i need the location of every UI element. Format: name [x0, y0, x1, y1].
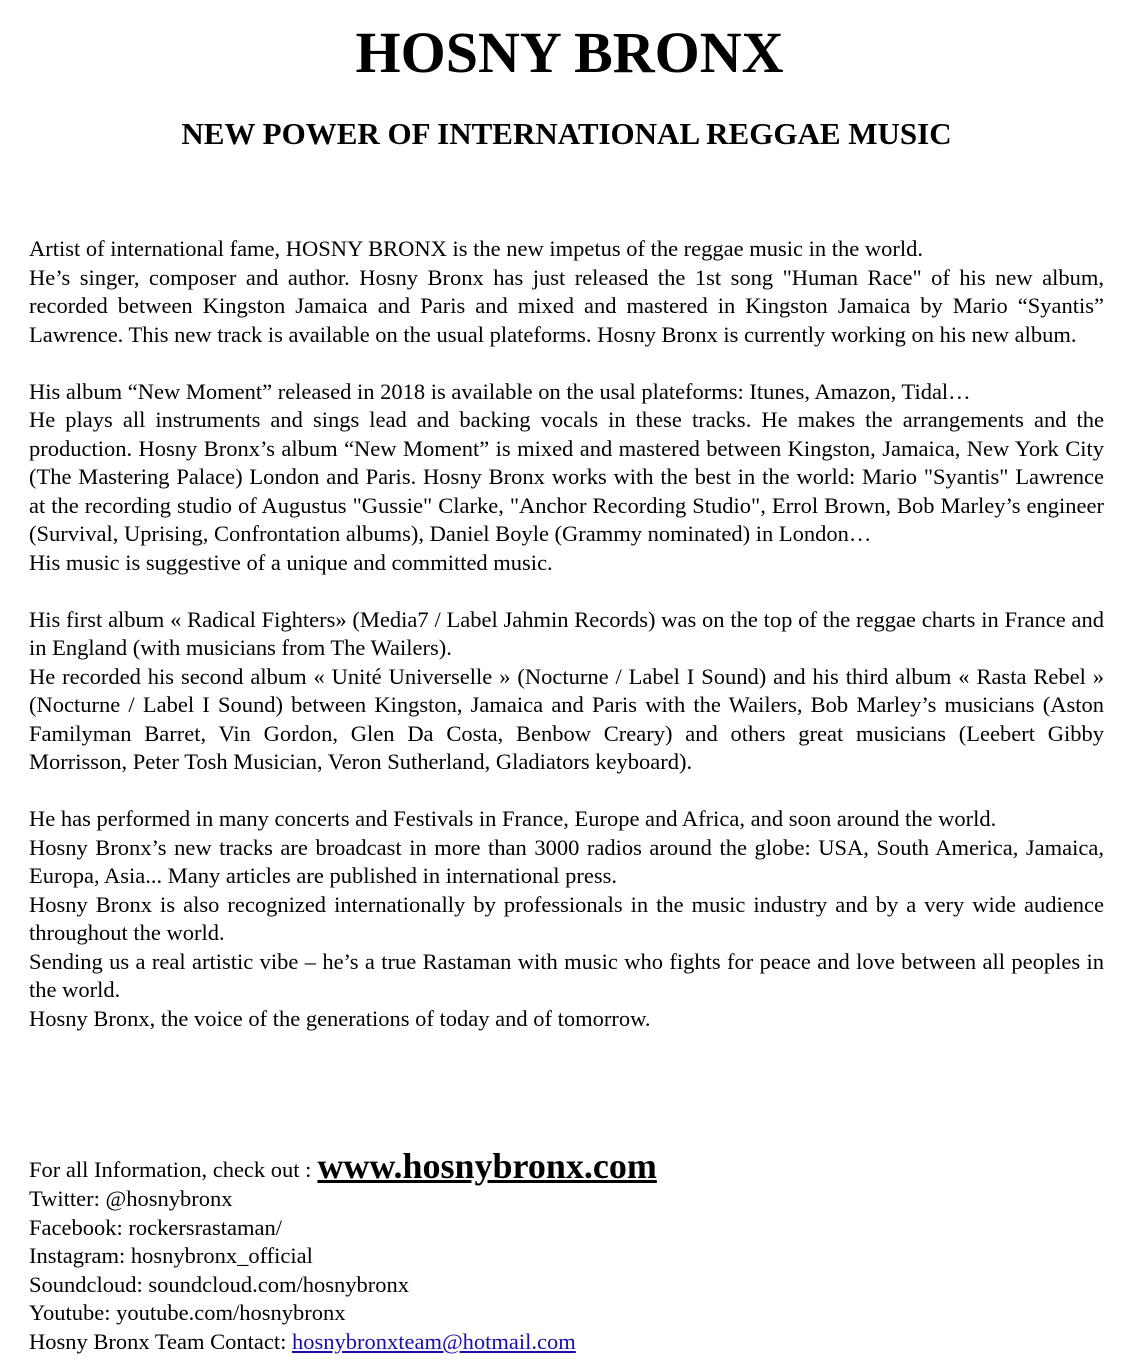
team-contact-line: [29, 1328, 1104, 1357]
page-subtitle: NEW POWER OF INTERNATIONAL REGGAE MUSIC: [181, 116, 952, 151]
text-line: His album “New Moment” released in 2018 is available on the usal plateforms: Itunes, Amazon, Tidal…: [29, 378, 971, 404]
youtube-line: Youtube: youtube.com/hosnybronx: [29, 1300, 346, 1326]
paragraph-intro: [29, 235, 1104, 349]
text-line: His music is suggestive of a unique and committed music.: [29, 549, 553, 575]
paragraph-new-moment: [29, 378, 1104, 578]
soundcloud-line: Soundcloud: soundcloud.com/hosnybronx: [29, 1271, 409, 1297]
text-line: He recorded his second album « Unité Universelle » (Nocturne / Label I Sound) and his third album « Rasta Rebel » (Nocturne / Label I Sound) between Kingston, Jamaica and Paris with the Wailers, Bob Marley’s musicians (Aston Familyman Barret, Vin Gordon, Glen Da Costa, Benbow Creary) and others great musicians (Leebert Gibby Morrisson, Peter Tosh Musician, Veron Sutherland, Gladiators keyboard).: [29, 663, 1104, 774]
twitter-line: Twitter: @hosnybronx: [29, 1186, 233, 1211]
text-line: Sending us a real artistic vibe – he’s a true Rastaman with music who fights for peace and love between all peoples in the world.: [29, 948, 1104, 1002]
team-contact-label: Hosny Bronx Team Contact:: [29, 1328, 287, 1354]
text-line: Hosny Bronx, the voice of the generations of today and of tomorrow.: [29, 1005, 651, 1031]
text-line: His first album « Radical Fighters» (Media7 / Label Jahmin Records) was on the top of the reggae charts in France and in England (with musicians from The Wailers).: [29, 606, 1104, 660]
text-line: He has performed in many concerts and Festivals in France, Europe and Africa, and soon around the world.: [29, 806, 997, 831]
text-line: He’s singer, composer and author. Hosny Bronx has just released the 1st song "Human Race" of his new album, recorded between Kingston Jamaica and Paris and mixed and mastered in Kingston Jamaica by Mario “Syantis” Lawrence. This new track is available on the usual plateforms. Hosny Bronx is currently working on his new album.: [29, 264, 1104, 347]
info-line: [29, 1147, 1104, 1185]
text-line: He plays all instruments and sings lead and backing vocals in these tracks. He makes the arrangements and the production. Hosny Bronx’s album “New Moment” is mixed and mastered between Kingston, Jamaica, New York City (The Mastering Palace) London and Paris. Hosny Bronx works with the best in the world: Mario "Syantis" Lawrence at the recording studio of Augustus "Gussie" Clarke, "Anchor Recording Studio", Errol Brown, Bob Marley’s engineer (Survival, Uprising, Confrontation albums), Daniel Boyle (Grammy nominated) in London…: [29, 407, 1104, 546]
email-link[interactable]: hosnybronxteam@hotmail.com: [291, 1328, 576, 1354]
text-line: Hosny Bronx’s new tracks are broadcast in more than 3000 radios around the globe: USA, South America, Jamaica, Europa, Asia... Many articles are published in international press.: [29, 834, 1104, 888]
facebook-line: Facebook: rockersrastaman/: [29, 1214, 283, 1240]
website-link[interactable]: www.hosnybronx.com: [317, 1146, 657, 1186]
contact-section: [29, 1147, 1104, 1357]
instagram-line: Instagram: hosnybronx_official: [29, 1243, 313, 1269]
page-title: HOSNY BRONX: [355, 20, 784, 85]
paragraph-previous-albums: [29, 606, 1104, 777]
info-label: For all Information, check out :: [29, 1157, 312, 1183]
text-line: Hosny Bronx is also recognized internationally by professionals in the music industry and by a very wide audience throughout the world.: [29, 891, 1104, 945]
paragraph-performances: [29, 805, 1104, 1033]
text-line: Artist of international fame, HOSNY BRONX is the new impetus of the reggae music in the world.: [29, 236, 923, 261]
biography-text: [29, 235, 1104, 1062]
